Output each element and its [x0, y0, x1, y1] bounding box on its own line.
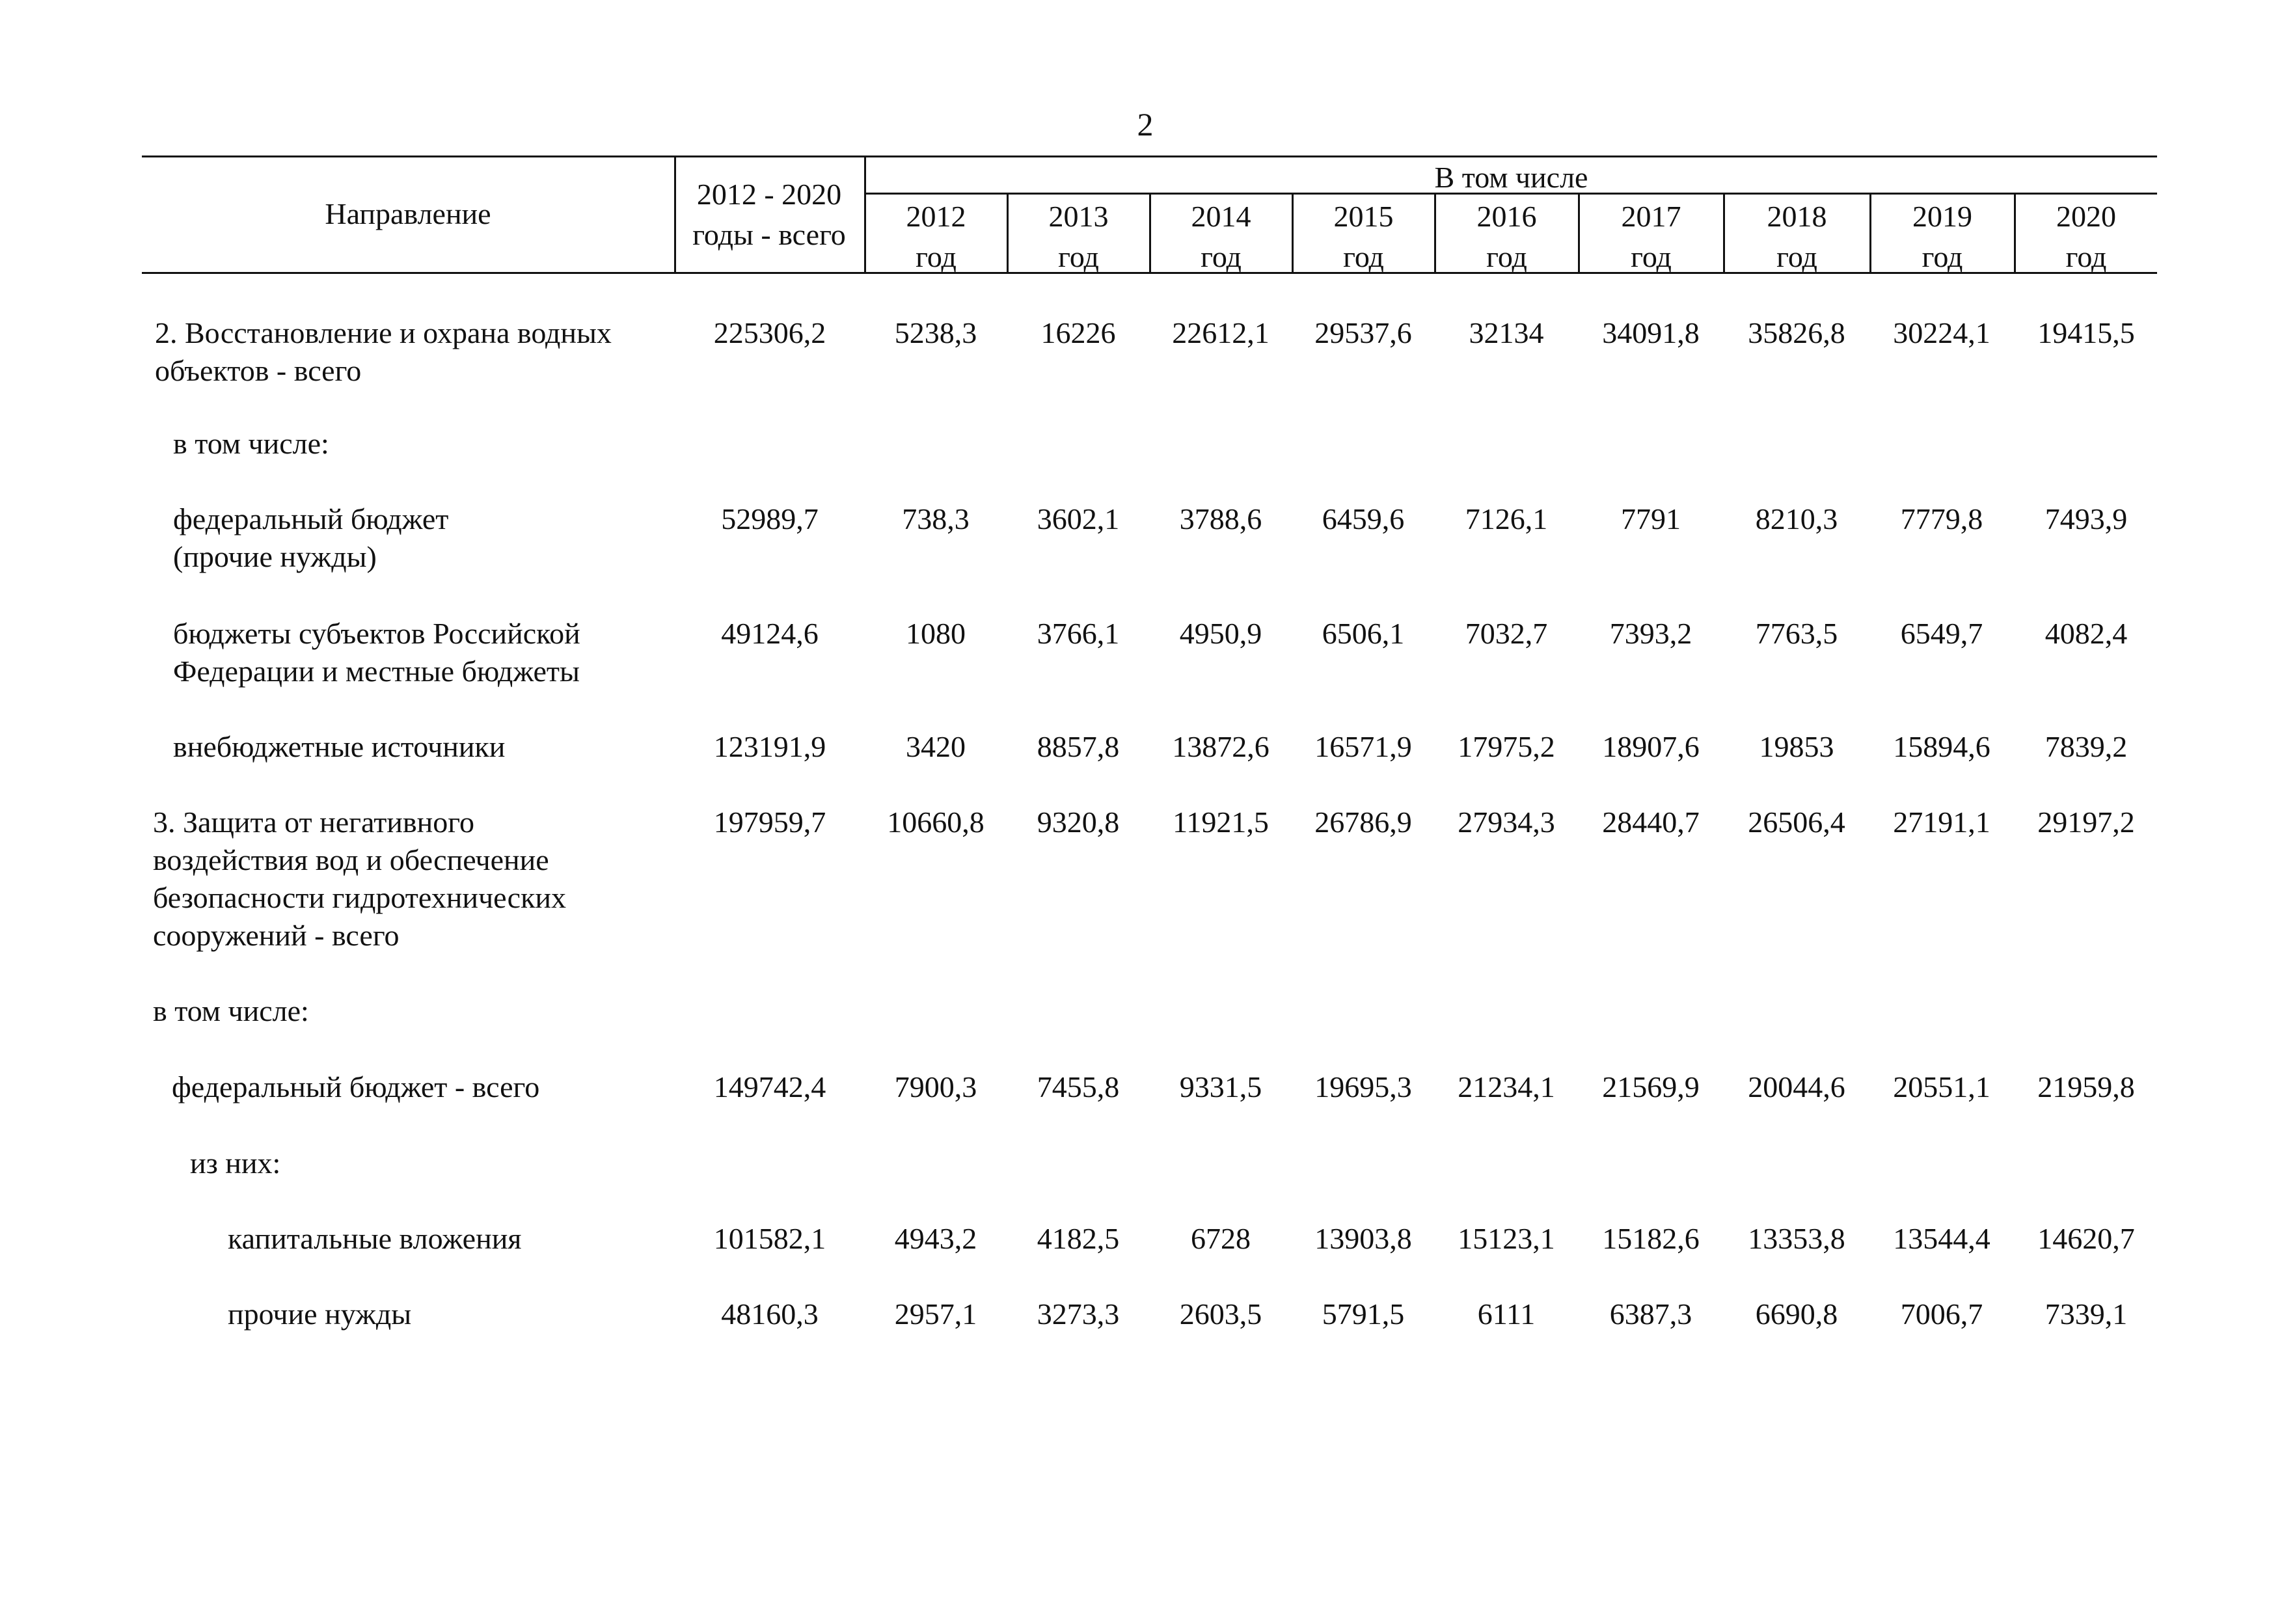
row-value-2018: 13353,8 — [1748, 1222, 1845, 1255]
row-value-2020: 21959,8 — [2037, 1070, 2135, 1103]
row-value-2012: 738,3 — [902, 502, 970, 535]
row-label-line: федеральный бюджет - всего — [172, 1070, 540, 1103]
row-value-2018: 6690,8 — [1755, 1297, 1838, 1331]
row-value-2017: 28440,7 — [1602, 805, 1700, 839]
row-total: 123191,9 — [713, 730, 826, 763]
row-value-2013: 3766,1 — [1037, 617, 1120, 650]
row-value-2015: 6506,1 — [1322, 617, 1405, 650]
row-value-2016: 7126,1 — [1465, 502, 1548, 535]
header-year-unit: год — [1058, 240, 1099, 273]
header-total-line1: 2012 - 2020 — [696, 178, 842, 211]
row-value-2015: 29537,6 — [1314, 316, 1412, 349]
row-value-2014: 2603,5 — [1179, 1297, 1262, 1331]
row-value-2012: 5238,3 — [894, 316, 977, 349]
header-year-unit: год — [1486, 240, 1527, 273]
row-value-2016: 7032,7 — [1465, 617, 1548, 650]
header-year: 2016 — [1476, 200, 1537, 233]
row-total: 101582,1 — [713, 1222, 826, 1255]
row-value-2016: 21234,1 — [1458, 1070, 1555, 1103]
row-value-2016: 17975,2 — [1458, 730, 1555, 763]
row-value-2019: 13544,4 — [1893, 1222, 1990, 1255]
row-value-2020: 7493,9 — [2044, 502, 2128, 535]
header-year-unit: год — [1922, 240, 1963, 273]
header-divider — [674, 156, 676, 273]
row-value-2019: 6549,7 — [1900, 617, 1983, 650]
row-value-2012: 7900,3 — [894, 1070, 977, 1103]
row-total: 48160,3 — [721, 1297, 819, 1331]
row-value-2015: 19695,3 — [1314, 1070, 1412, 1103]
header-year-unit: год — [1631, 240, 1672, 273]
row-value-2012: 10660,8 — [887, 805, 985, 839]
row-value-2013: 7455,8 — [1037, 1070, 1120, 1103]
row-value-2017: 6387,3 — [1609, 1297, 1692, 1331]
row-value-2020: 4082,4 — [2044, 617, 2128, 650]
row-value-2012: 2957,1 — [894, 1297, 977, 1331]
row-label-line: бюджеты субъектов Российской — [173, 617, 580, 650]
row-total: 52989,7 — [721, 502, 819, 535]
header-year: 2014 — [1191, 200, 1251, 233]
row-label-line: сооружений - всего — [153, 919, 400, 952]
row-label-line: безопасности гидротехнических — [153, 881, 567, 914]
header-year: 2017 — [1621, 200, 1681, 233]
row-value-2015: 26786,9 — [1314, 805, 1412, 839]
page-number: 2 — [1137, 106, 1154, 142]
row-value-2018: 19853 — [1759, 730, 1834, 763]
row-value-2015: 16571,9 — [1314, 730, 1412, 763]
row-value-2015: 5791,5 — [1322, 1297, 1405, 1331]
row-value-2016: 32134 — [1469, 316, 1544, 349]
row-value-2014: 6728 — [1191, 1222, 1251, 1255]
row-value-2018: 20044,6 — [1748, 1070, 1845, 1103]
row-label-line: прочие нужды — [228, 1297, 412, 1331]
row-value-2014: 11921,5 — [1173, 805, 1269, 839]
header-year-unit: год — [1201, 240, 1242, 273]
header-top-border — [142, 156, 2157, 157]
row-value-2019: 15894,6 — [1893, 730, 1990, 763]
header-year: 2012 — [906, 200, 966, 233]
row-value-2014: 22612,1 — [1172, 316, 1270, 349]
row-value-2013: 4182,5 — [1037, 1222, 1120, 1255]
row-value-2013: 3602,1 — [1037, 502, 1120, 535]
header-year: 2013 — [1048, 200, 1109, 233]
row-label-line: внебюджетные источники — [173, 730, 506, 763]
header-total-line2: годы - всего — [692, 218, 846, 251]
row-value-2014: 3788,6 — [1179, 502, 1262, 535]
header-year: 2015 — [1333, 200, 1394, 233]
row-value-2018: 8210,3 — [1755, 502, 1838, 535]
row-value-2020: 7339,1 — [2044, 1297, 2128, 1331]
row-value-2013: 8857,8 — [1037, 730, 1120, 763]
row-value-2018: 35826,8 — [1748, 316, 1845, 349]
row-value-2014: 13872,6 — [1172, 730, 1270, 763]
row-value-2020: 19415,5 — [2037, 316, 2135, 349]
header-direction: Направление — [325, 197, 491, 230]
row-value-2019: 7779,8 — [1900, 502, 1983, 535]
header-year: 2018 — [1767, 200, 1827, 233]
row-total: 49124,6 — [721, 617, 819, 650]
row-value-2019: 27191,1 — [1893, 805, 1990, 839]
row-value-2013: 16226 — [1040, 316, 1116, 349]
row-value-2013: 9320,8 — [1037, 805, 1120, 839]
row-total: 197959,7 — [713, 805, 826, 839]
row-value-2017: 21569,9 — [1602, 1070, 1700, 1103]
row-value-2017: 34091,8 — [1602, 316, 1700, 349]
row-label-line: 2. Восстановление и охрана водных — [155, 316, 612, 349]
header-year-unit: год — [1343, 240, 1384, 273]
row-label-line: в том числе: — [153, 994, 309, 1027]
header-year-unit: год — [1776, 240, 1817, 273]
row-value-2019: 30224,1 — [1893, 316, 1990, 349]
row-label-line: воздействия вод и обеспечение — [153, 843, 549, 876]
header-including: В том числе — [1434, 161, 1588, 194]
row-value-2016: 15123,1 — [1458, 1222, 1555, 1255]
row-label-line: федеральный бюджет — [173, 502, 449, 535]
row-value-2014: 4950,9 — [1179, 617, 1262, 650]
row-label-line: капитальные вложения — [228, 1222, 522, 1255]
row-value-2012: 3420 — [906, 730, 966, 763]
row-value-2018: 7763,5 — [1755, 617, 1838, 650]
row-label-line: Федерации и местные бюджеты — [173, 655, 580, 688]
row-value-2017: 18907,6 — [1602, 730, 1700, 763]
header-year-unit: год — [916, 240, 957, 273]
header-year: 2019 — [1912, 200, 1972, 233]
row-label-line: 3. Защита от негативного — [153, 805, 474, 839]
row-value-2014: 9331,5 — [1179, 1070, 1262, 1103]
row-value-2016: 27934,3 — [1458, 805, 1555, 839]
header-year: 2020 — [2056, 200, 2116, 233]
row-value-2016: 6111 — [1477, 1297, 1536, 1331]
row-value-2012: 1080 — [906, 617, 966, 650]
row-value-2015: 6459,6 — [1322, 502, 1405, 535]
row-value-2017: 7791 — [1621, 502, 1681, 535]
row-value-2017: 7393,2 — [1609, 617, 1692, 650]
header-year-unit: год — [2065, 240, 2107, 273]
row-value-2020: 14620,7 — [2037, 1222, 2135, 1255]
row-total: 225306,2 — [713, 316, 826, 349]
row-label-line: объектов - всего — [155, 354, 362, 387]
row-value-2017: 15182,6 — [1602, 1222, 1700, 1255]
row-value-2020: 7839,2 — [2044, 730, 2128, 763]
row-value-2019: 7006,7 — [1900, 1297, 1983, 1331]
row-value-2020: 29197,2 — [2037, 805, 2135, 839]
row-label-line: в том числе: — [173, 427, 329, 460]
row-total: 149742,4 — [713, 1070, 826, 1103]
row-value-2015: 13903,8 — [1314, 1222, 1412, 1255]
row-value-2013: 3273,3 — [1037, 1297, 1120, 1331]
row-label-line: из них: — [190, 1146, 281, 1180]
row-label-line: (прочие нужды) — [173, 540, 377, 573]
row-value-2012: 4943,2 — [894, 1222, 977, 1255]
row-value-2019: 20551,1 — [1893, 1070, 1990, 1103]
row-value-2018: 26506,4 — [1748, 805, 1845, 839]
